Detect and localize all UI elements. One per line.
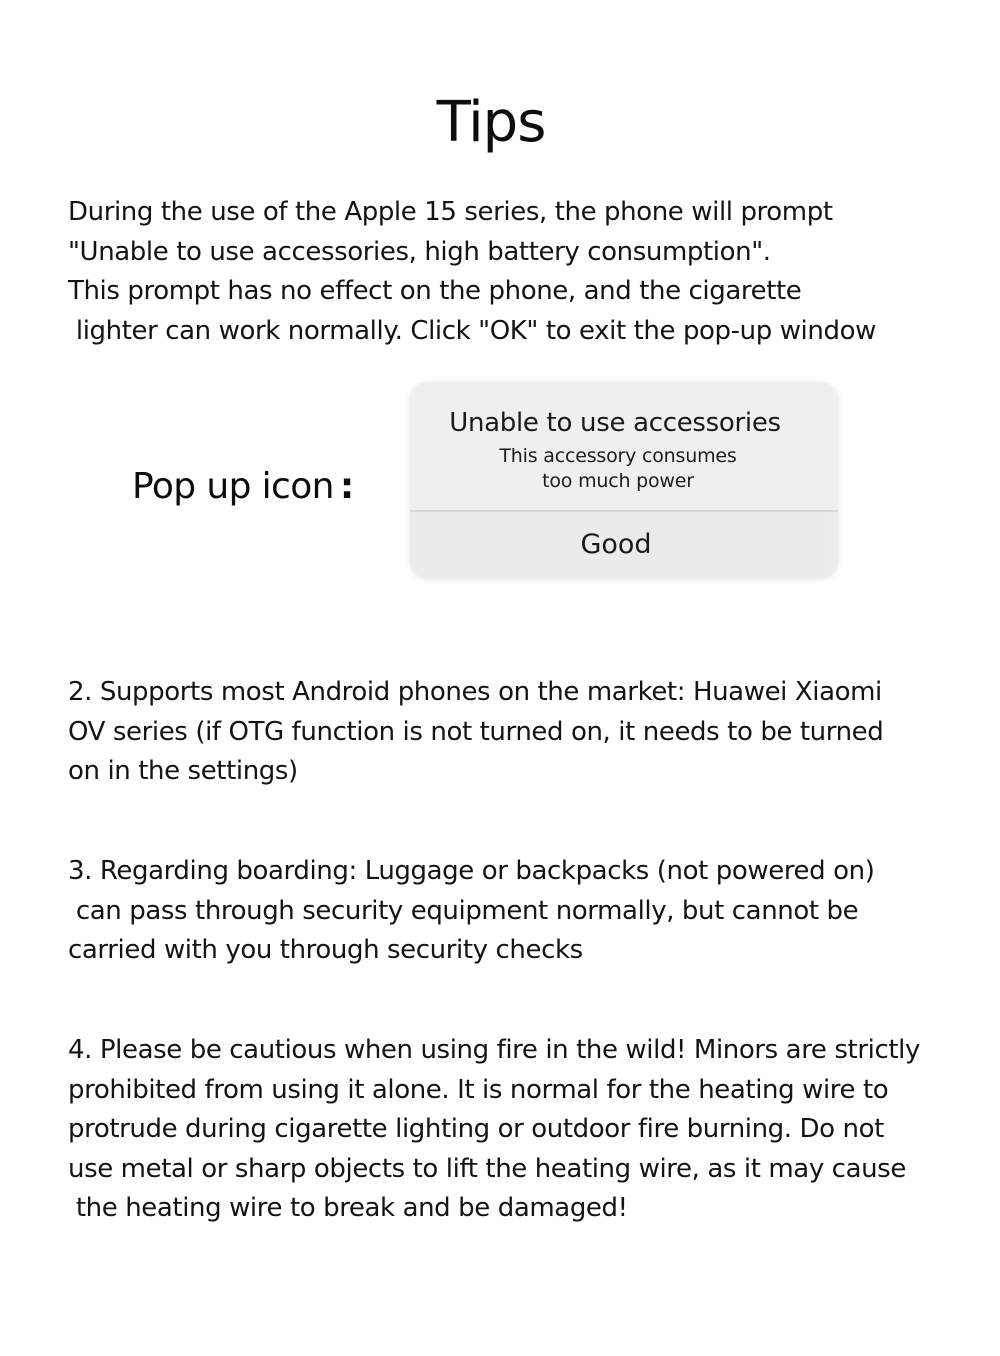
tip-item-4 [68,1031,968,1229]
tip-line: OV series (if OTG function is not turned on, it needs to be turned [68,716,884,747]
tip-line: 2. Supports most Android phones on the market: Huawei Xiaomi [68,677,882,707]
dialog-title: Unable to use accessories [449,408,781,438]
page-title: Tips [436,90,546,155]
accessory-alert-dialog [410,382,838,578]
tip-line: 3. Regarding boarding: Luggage or backpacks (not powered on) [68,856,875,886]
dialog-body [410,382,838,510]
intro-paragraph [68,193,968,351]
tip-item-2 [68,673,968,792]
tip-line: prohibited from using it alone. It is normal for the heating wire to [68,1074,889,1105]
dialog-good-button[interactable]: Good [410,512,822,578]
intro-line: During the use of the Apple 15 series, the phone will prompt [68,197,833,227]
tip-line: can pass through security equipment normally, but cannot be [68,895,859,926]
popup-label-text: Pop up icon [132,466,334,507]
tip-line: on in the settings) [68,756,298,786]
tip-line: protrude during cigarette lighting or outdoor fire burning. Do not [68,1114,884,1144]
popup-icon-label [132,462,354,512]
intro-line: lighter can work normally. Click "OK" to exit the pop-up window [68,315,876,346]
tip-line: use metal or sharp objects to lift the heating wire, as it may cause [68,1153,906,1184]
intro-line: This prompt has no effect on the phone, and the cigarette [68,276,802,306]
tip-line: carried with you through security checks [68,935,583,965]
tip-item-3 [68,852,968,971]
dialog-message-line: This accessory consumes [499,445,737,467]
dialog-message [410,444,826,494]
tip-line: 4. Please be cautious when using fire in the wild! Minors are strictly [68,1035,920,1065]
dialog-message-line: too much power [542,470,694,492]
popup-label-colon: : [339,466,354,507]
tip-line: the heating wire to break and be damaged! [68,1193,628,1223]
intro-line: "Unable to use accessories, high battery consumption". [68,236,771,267]
